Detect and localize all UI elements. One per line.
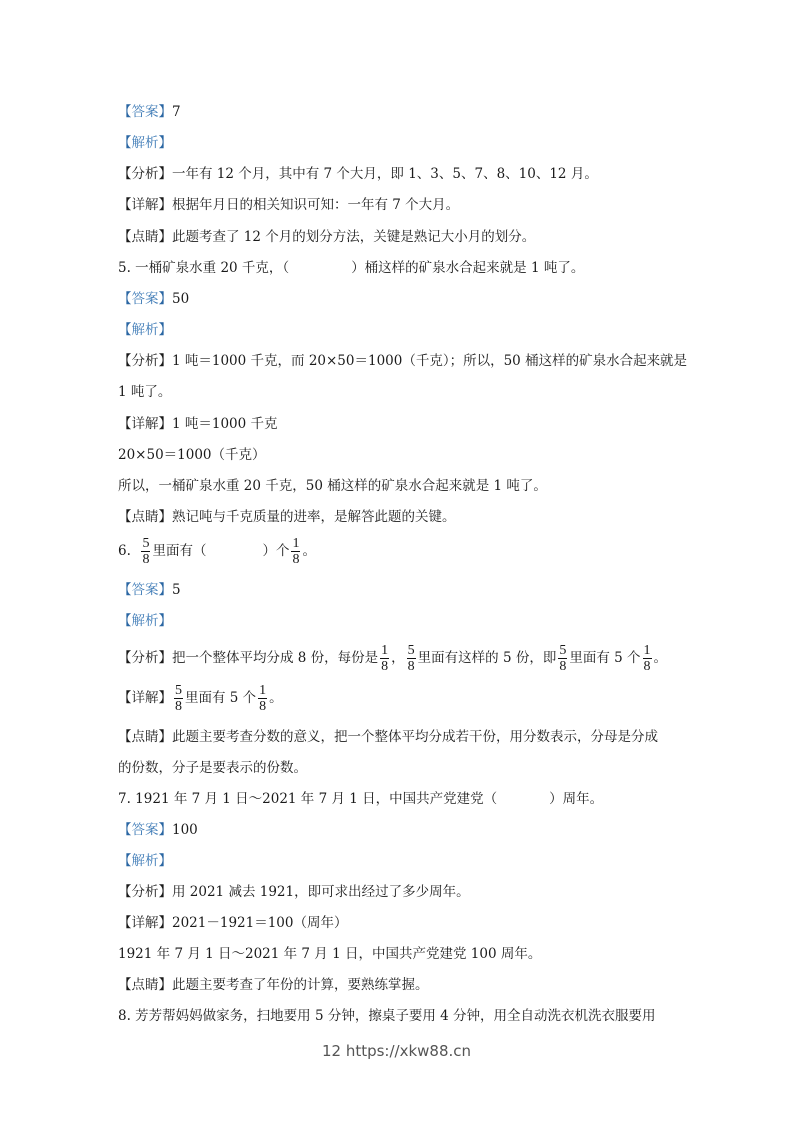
question-text: ）桶这样的矿泉水合起来就是 1 吨了。 xyxy=(351,260,585,276)
q5-answer-line xyxy=(118,289,189,309)
q7-analysis-heading xyxy=(118,851,172,871)
q7-question xyxy=(118,789,603,809)
fraction: $\frac{5}{8}$ xyxy=(175,683,182,714)
answer-label: 【答案】 xyxy=(118,291,172,307)
xiangjie-text: 根据年月日的相关知识可知：一年有 7 个大月。 xyxy=(172,197,460,213)
q5-fenxi xyxy=(118,351,687,371)
q6-answer-line xyxy=(118,580,181,600)
xiangjie-label: 【详解】 xyxy=(118,197,172,213)
xiangjie-text: 里面有 5 个 xyxy=(185,690,257,706)
fraction: $\frac{5}{8}$ xyxy=(407,643,415,674)
fraction: $\frac{1}{8}$ xyxy=(292,536,300,567)
analysis-label: 【解析】 xyxy=(118,322,172,338)
page-number: 12 xyxy=(321,1042,342,1060)
q7-xiangjie xyxy=(118,913,347,933)
q5-dianjing xyxy=(118,507,456,527)
fenxi-label: 【分析】 xyxy=(118,166,172,182)
fenxi-label: 【分析】 xyxy=(118,353,172,369)
site-url: https://xkw88.cn xyxy=(345,1042,472,1060)
q6-dianjing-cont xyxy=(118,758,307,778)
q5-question xyxy=(118,258,584,278)
q8-question xyxy=(118,1006,656,1026)
dianjing-label: 【点睛】 xyxy=(118,977,172,993)
q5-xiangjie xyxy=(118,414,278,434)
xiangjie-text: 20×50＝1000（千克） xyxy=(118,447,266,463)
fenxi-text: ， xyxy=(391,650,405,666)
analysis-label: 【解析】 xyxy=(118,853,172,869)
fraction: $\frac{1}{8}$ xyxy=(381,643,389,674)
q4-xiangjie xyxy=(118,195,459,215)
xiangjie-text: 2021－1921＝100（周年） xyxy=(172,915,348,931)
fraction: $\frac{1}{8}$ xyxy=(259,683,267,714)
xiangjie-label: 【详解】 xyxy=(118,690,172,706)
q7-dianjing xyxy=(118,975,429,995)
dianjing-text: 的份数，分子是要表示的份数。 xyxy=(118,760,307,776)
xiangjie-text: 1 吨＝1000 千克 xyxy=(172,416,278,432)
question-text: ）个 xyxy=(262,543,290,559)
answer-label: 【答案】 xyxy=(118,822,172,838)
answer-value: 100 xyxy=(172,822,198,838)
fenxi-text: 1 吨＝1000 千克，而 20×50＝1000（千克）；所以，50 桶这样的矿泉水合起来就是 xyxy=(172,353,688,369)
fenxi-text: 1 吨了。 xyxy=(118,384,172,400)
page-footer xyxy=(0,1042,793,1060)
fenxi-text: 把一个整体平均分成 8 份，每份是 xyxy=(172,650,379,666)
q6-xiangjie xyxy=(118,680,283,716)
question-text: 。 xyxy=(302,543,316,559)
fenxi-text: 里面有这样的 5 份，即 xyxy=(417,650,557,666)
q5-fenxi-cont xyxy=(118,382,171,402)
q5-analysis-heading xyxy=(118,320,172,340)
dianjing-text: 熟记吨与千克质量的进率，是解答此题的关键。 xyxy=(172,509,456,525)
answer-value: 5 xyxy=(172,582,181,598)
fraction: $\frac{1}{8}$ xyxy=(643,643,651,674)
xiangjie-text: 所以，一桶矿泉水重 20 千克，50 桶这样的矿泉水合起来就是 1 吨了。 xyxy=(118,478,547,494)
fenxi-text: 一年有 12 个月，其中有 7 个大月，即 1、3、5、7、8、10、12 月。 xyxy=(172,166,598,182)
dianjing-text: 此题主要考查分数的意义，把一个整体平均分成若干份，用分数表示，分母是分成 xyxy=(172,729,658,745)
q4-dianjing xyxy=(118,227,535,247)
xiangjie-text: 1921 年 7 月 1 日～2021 年 7 月 1 日，中国共产党建党 100 周年。 xyxy=(118,946,542,962)
xiangjie-label: 【详解】 xyxy=(118,416,172,432)
fenxi-text: 里面有 5 个 xyxy=(569,650,641,666)
q6-analysis-heading xyxy=(118,611,172,631)
dianjing-text: 此题主要考查了年份的计算，要熟练掌握。 xyxy=(172,977,429,993)
answer-label: 【答案】 xyxy=(118,104,172,120)
dianjing-label: 【点睛】 xyxy=(118,509,172,525)
question-text: 7. 1921 年 7 月 1 日～2021 年 7 月 1 日，中国共产党建党（ xyxy=(118,791,498,807)
question-number: 6. xyxy=(118,543,131,559)
fenxi-text: 用 2021 减去 1921，即可求出经过了多少周年。 xyxy=(172,884,470,900)
dianjing-label: 【点睛】 xyxy=(118,229,172,245)
fenxi-label: 【分析】 xyxy=(118,884,172,900)
question-text: 里面有（ xyxy=(152,543,207,559)
dianjing-label: 【点睛】 xyxy=(118,729,172,745)
q7-answer-line xyxy=(118,820,198,840)
q5-xiangjie-2 xyxy=(118,445,266,465)
xiangjie-label: 【详解】 xyxy=(118,915,172,931)
answer-value: 50 xyxy=(172,291,190,307)
question-text: 8. 芳芳帮妈妈做家务，扫地要用 5 分钟，擦桌子要用 4 分钟，用全自动洗衣机洗衣服要用 xyxy=(118,1008,656,1024)
q6-question xyxy=(118,534,316,568)
q4-fenxi xyxy=(118,164,598,184)
question-text: ）周年。 xyxy=(549,791,604,807)
fenxi-label: 【分析】 xyxy=(118,650,172,666)
q7-fenxi xyxy=(118,882,470,902)
q6-dianjing xyxy=(118,727,658,747)
q7-xiangjie-2 xyxy=(118,944,541,964)
fraction: $\frac{5}{8}$ xyxy=(142,536,150,567)
q5-xiangjie-3 xyxy=(118,476,547,496)
dianjing-text: 此题考查了 12 个月的划分方法，关键是熟记大小月的划分。 xyxy=(172,229,536,245)
fraction: $\frac{5}{8}$ xyxy=(559,643,567,674)
question-text: 5. 一桶矿泉水重 20 千克，（ xyxy=(118,260,290,276)
q6-fenxi xyxy=(118,640,667,676)
xiangjie-text: 。 xyxy=(269,690,283,706)
analysis-label: 【解析】 xyxy=(118,613,172,629)
answer-label: 【答案】 xyxy=(118,582,172,598)
answer-value: 7 xyxy=(172,104,181,120)
fenxi-text: 。 xyxy=(653,650,668,666)
q4-analysis-heading xyxy=(118,133,172,153)
analysis-label: 【解析】 xyxy=(118,135,172,151)
q4-answer-line xyxy=(118,102,181,122)
